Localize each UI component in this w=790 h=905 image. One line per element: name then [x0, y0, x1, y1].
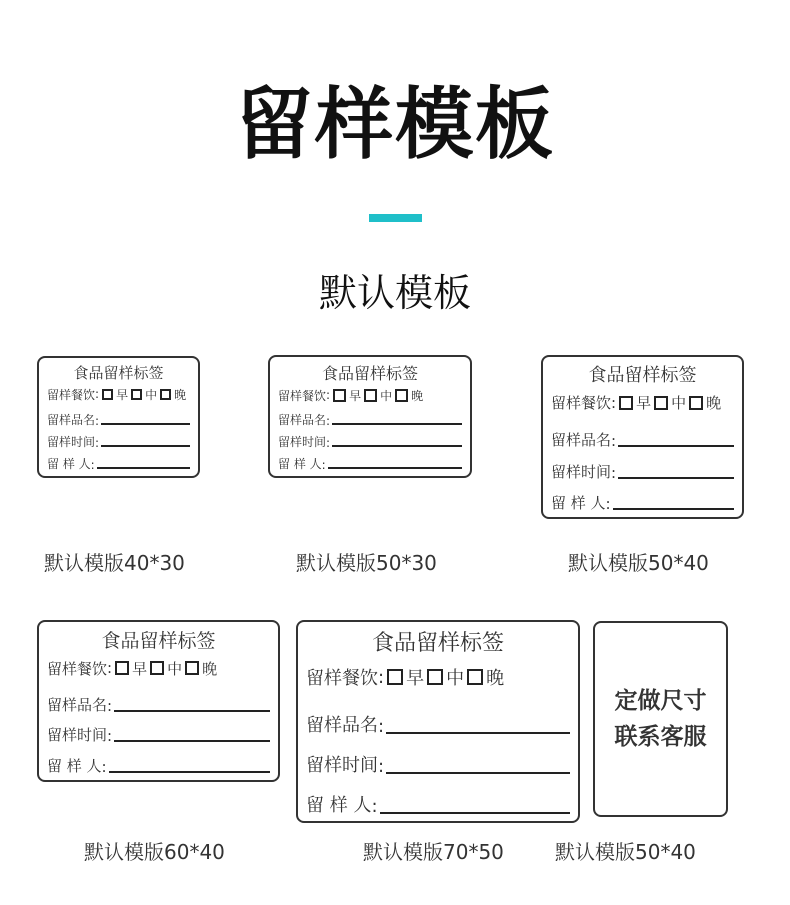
page-title: 留样模板: [234, 80, 555, 170]
time-row: 留样时间 :: [306, 737, 570, 777]
checkbox[interactable]: [467, 669, 483, 685]
meal-row: 留样餐饮 : 早 中 晚: [278, 388, 424, 403]
meal-option: 早: [349, 388, 362, 403]
meal-option: 晚: [486, 668, 505, 689]
person-label: 留 样 人: [306, 795, 372, 816]
person-field[interactable]: [613, 508, 734, 510]
meal-row: 留样餐饮 : 早 中 晚: [306, 657, 570, 697]
sample-label-template: [296, 620, 580, 823]
name-row: 留样品名 :: [551, 419, 734, 451]
meal-option: 晚: [706, 394, 722, 413]
label-title: 食品留样标签: [371, 631, 504, 656]
meal-option: 中: [446, 668, 465, 689]
person-row: 留 样 人 :: [278, 450, 462, 472]
time-row: 留样时间 :: [551, 450, 734, 482]
person-row: 留 样 人 :: [47, 745, 270, 776]
name-row: 留样品名 :: [306, 697, 570, 737]
label-title: 食品留样标签: [588, 365, 697, 386]
name-label: 留样品名: [306, 715, 378, 736]
name-row: 留样品名 :: [278, 406, 462, 428]
time-field[interactable]: [114, 740, 270, 742]
sample-label-template: [268, 355, 472, 478]
name-label: 留样品名: [551, 431, 612, 449]
person-label: 留 样 人: [47, 457, 91, 471]
person-field[interactable]: [109, 771, 270, 773]
time-label: 留样时间: [551, 462, 612, 481]
person-label: 留 样 人: [551, 494, 606, 512]
name-field[interactable]: [114, 710, 270, 712]
checkbox[interactable]: [427, 669, 443, 685]
time-row: 留样时间 :: [278, 428, 462, 450]
meal-option: 中: [671, 394, 687, 413]
template-caption: 默认模版40*30: [44, 551, 185, 575]
sample-label-template: [541, 355, 744, 519]
custom-line-2: 联系客服: [614, 724, 707, 750]
custom-caption: 默认模版50*40: [555, 840, 696, 864]
person-row: 留 样 人 :: [47, 450, 190, 472]
checkbox[interactable]: [387, 669, 403, 685]
time-label: 留样时间: [306, 755, 378, 776]
meal-label: 留样餐饮: [306, 668, 378, 689]
name-row: 留样品名 :: [47, 684, 270, 715]
meal-option: 早: [406, 668, 425, 689]
label-title: 食品留样标签: [321, 364, 418, 383]
meal-option: 晚: [411, 388, 424, 403]
time-field[interactable]: [386, 772, 570, 774]
meal-label: 留样餐饮: [47, 387, 96, 402]
meal-option: 早: [636, 394, 652, 413]
time-label: 留样时间: [47, 726, 108, 745]
name-field[interactable]: [101, 423, 190, 425]
time-label: 留样时间: [278, 435, 327, 449]
person-field[interactable]: [97, 467, 190, 469]
template-caption: 默认模版60*40: [84, 840, 225, 864]
custom-size-card: [593, 621, 728, 817]
checkbox[interactable]: [160, 389, 171, 400]
template-caption: 默认模版50*40: [568, 551, 709, 575]
label-title: 食品留样标签: [101, 630, 216, 652]
meal-label: 留样餐饮: [551, 394, 612, 413]
name-row: 留样品名 :: [47, 405, 190, 427]
section-title: 默认模板: [318, 271, 471, 315]
time-label: 留样时间: [47, 434, 96, 449]
name-field[interactable]: [618, 445, 734, 447]
name-label: 留样品名: [47, 412, 96, 427]
meal-option: 中: [167, 659, 183, 678]
checkbox[interactable]: [102, 389, 113, 400]
checkbox[interactable]: [364, 389, 377, 402]
meal-row: 留样餐饮 : 早 中 晚: [47, 387, 187, 402]
meal-row: 留样餐饮 : 早 中 晚: [551, 393, 722, 413]
meal-label: 留样餐饮: [47, 659, 108, 678]
template-caption: 默认模版70*50: [363, 840, 504, 864]
meal-row: 留样餐饮 : 早 中 晚: [47, 659, 218, 678]
checkbox[interactable]: [333, 389, 346, 402]
meal-option: 晚: [174, 387, 187, 402]
checkbox[interactable]: [131, 389, 142, 400]
time-field[interactable]: [101, 445, 190, 447]
sample-label-template: [37, 356, 200, 478]
template-caption: 默认模版50*30: [296, 551, 437, 575]
time-row: 留样时间 :: [47, 428, 190, 450]
checkbox[interactable]: [619, 396, 633, 410]
person-field[interactable]: [328, 467, 462, 469]
checkbox[interactable]: [654, 396, 668, 410]
name-label: 留样品名: [278, 413, 327, 427]
time-field[interactable]: [618, 477, 734, 479]
sample-label-template: [37, 620, 280, 782]
label-title: 食品留样标签: [73, 364, 164, 382]
checkbox[interactable]: [395, 389, 408, 402]
meal-option: 早: [132, 659, 148, 678]
person-label: 留 样 人: [47, 757, 102, 775]
time-field[interactable]: [332, 445, 462, 447]
person-row: 留 样 人 :: [551, 482, 734, 514]
meal-option: 中: [145, 387, 158, 402]
accent-divider: [369, 214, 422, 222]
person-row: 留 样 人 :: [306, 777, 570, 817]
custom-line-1: 定做尺寸: [614, 688, 707, 714]
checkbox[interactable]: [689, 396, 703, 410]
checkbox[interactable]: [185, 661, 199, 675]
name-field[interactable]: [386, 732, 570, 734]
name-field[interactable]: [332, 423, 462, 425]
checkbox[interactable]: [115, 661, 129, 675]
person-label: 留 样 人: [278, 457, 322, 471]
meal-label: 留样餐饮: [278, 388, 327, 403]
person-field[interactable]: [380, 812, 570, 814]
meal-option: 早: [116, 387, 129, 402]
meal-option: 中: [380, 388, 393, 403]
name-label: 留样品名: [47, 695, 108, 714]
checkbox[interactable]: [150, 661, 164, 675]
time-row: 留样时间 :: [47, 715, 270, 746]
meal-option: 晚: [202, 659, 218, 678]
